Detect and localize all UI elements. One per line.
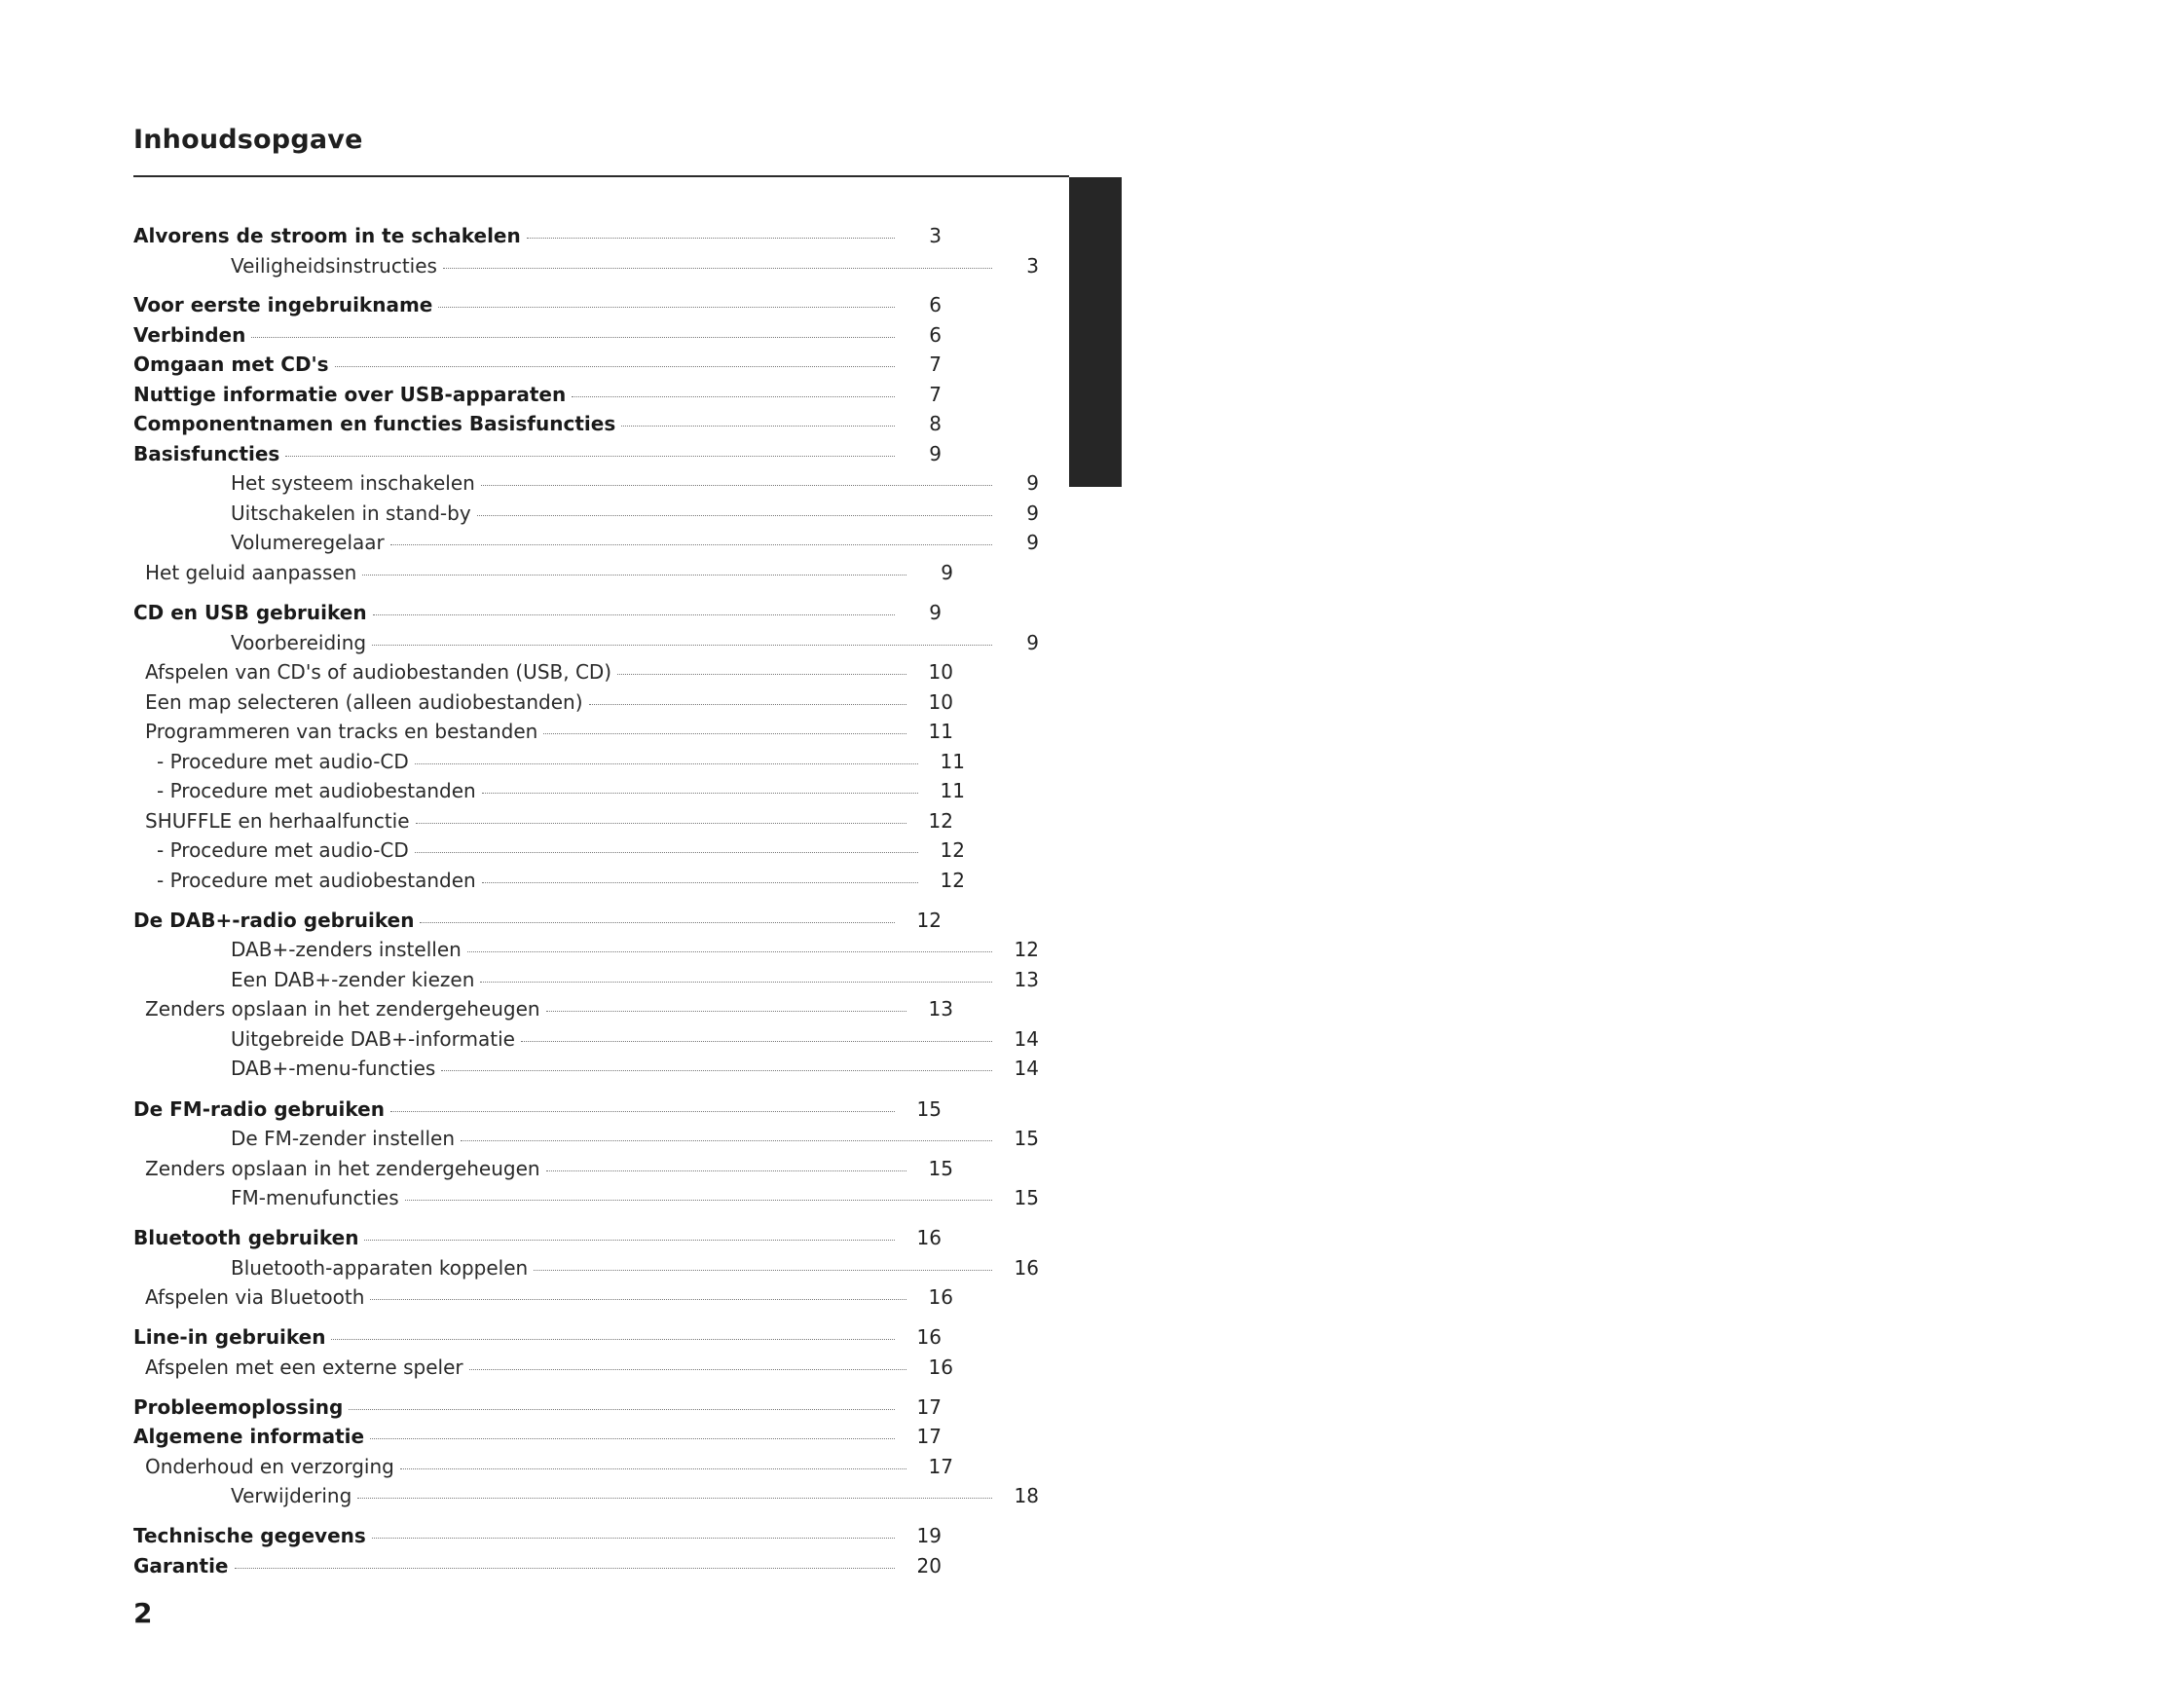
toc-dot-leader: [357, 1498, 992, 1499]
toc-dot-leader: [372, 1538, 895, 1539]
toc-dot-leader: [364, 1240, 895, 1241]
toc-entry: [133, 1395, 942, 1425]
toc-entry-page: 15: [1014, 1127, 1039, 1150]
toc-entry: [133, 412, 942, 441]
toc-entry-page: 9: [1026, 531, 1039, 554]
toc-dot-leader: [480, 982, 992, 983]
toc-entry: [133, 1256, 1039, 1285]
toc-entry-page: 15: [916, 1097, 942, 1121]
toc-entry: [133, 660, 953, 689]
toc-entry: [133, 1285, 953, 1315]
toc-entry-page: 13: [1014, 968, 1039, 991]
toc-entry: [133, 601, 942, 630]
toc-dot-leader: [521, 1041, 992, 1042]
toc-entry-label: Componentnamen en functies Basisfuncties: [133, 412, 616, 435]
toc-entry-label: Uitschakelen in stand-by: [231, 501, 471, 525]
toc-entry-label: Voor eerste ingebruikname: [133, 293, 433, 316]
toc-entry-label: - Procedure met audio-CD: [157, 838, 409, 862]
toc-dot-leader: [482, 882, 918, 883]
toc-entry-label: Het systeem inschakelen: [231, 471, 475, 495]
language-tab-label: NEDERLANDS: [2147, 397, 2182, 619]
toc-entry-label: Nuttige informatie over USB-apparaten: [133, 383, 567, 406]
toc-dot-leader: [441, 1070, 992, 1071]
toc-dot-leader: [370, 1438, 895, 1439]
toc-entry-label: De FM-radio gebruiken: [133, 1097, 385, 1121]
toc-entry: [133, 1157, 953, 1186]
toc-entry-page: 17: [916, 1395, 942, 1419]
toc-entry: [133, 779, 965, 808]
toc-dot-leader: [527, 238, 895, 239]
toc-dot-leader: [400, 1468, 906, 1469]
toc-entry-label: Voorbereiding: [231, 631, 367, 654]
toc-entry-page: 11: [928, 720, 953, 743]
toc-entry-page: 9: [929, 442, 942, 465]
toc-dot-leader: [477, 515, 992, 516]
toc-dot-leader: [416, 823, 906, 824]
toc-entry-label: Basisfuncties: [133, 442, 280, 465]
page-number: 2: [133, 1597, 153, 1629]
toc-dot-leader: [443, 268, 992, 269]
toc-entry: [133, 938, 1039, 967]
page-title: Inhoudsopgave: [133, 125, 363, 155]
toc-entry-page: 15: [928, 1157, 953, 1180]
toc-dot-leader: [467, 951, 992, 952]
toc-entry-page: 10: [928, 660, 953, 684]
toc-entry-page: 11: [940, 779, 965, 802]
toc-entry-label: Veiligheidsinstructies: [231, 254, 437, 278]
toc-entry: [133, 1425, 942, 1454]
toc-entry-page: 16: [916, 1325, 942, 1349]
toc-entry-page: 9: [1026, 631, 1039, 654]
toc-entry-label: Garantie: [133, 1554, 229, 1578]
toc-entry-page: 18: [1014, 1484, 1039, 1507]
toc-dot-leader: [331, 1339, 895, 1340]
toc-entry-label: Programmeren van tracks en bestanden: [145, 720, 538, 743]
toc-entry-page: 12: [1014, 938, 1039, 961]
toc-dot-leader: [390, 1111, 895, 1112]
toc-entry-page: 6: [929, 293, 942, 316]
toc-entry: [133, 997, 953, 1026]
toc-dot-leader: [546, 1170, 906, 1171]
toc-entry-label: Onderhoud en verzorging: [145, 1455, 394, 1478]
title-divider: [133, 175, 1069, 177]
toc-entry-label: De DAB+-radio gebruiken: [133, 909, 415, 932]
toc-entry-page: 20: [916, 1554, 942, 1578]
toc-entry: [133, 1057, 1039, 1086]
toc-entry-page: 13: [928, 997, 953, 1021]
toc-entry-label: Afspelen van CD's of audiobestanden (USB, CD): [145, 660, 612, 684]
toc-entry-label: - Procedure met audio-CD: [157, 750, 409, 773]
toc-entry: [133, 838, 965, 868]
toc-entry: [133, 323, 942, 353]
toc-dot-leader: [362, 575, 906, 576]
toc-dot-leader: [621, 426, 895, 427]
toc-dot-leader: [482, 793, 918, 794]
toc-entry-label: Alvorens de stroom in te schakelen: [133, 224, 521, 247]
toc-entry-label: FM-menufuncties: [231, 1186, 399, 1209]
toc-dot-leader: [373, 614, 895, 615]
toc-dot-leader: [617, 674, 906, 675]
toc-entry: [133, 690, 953, 720]
toc-entry-label: Volumeregelaar: [231, 531, 385, 554]
toc-dot-leader: [335, 366, 895, 367]
toc-entry: [133, 1127, 1039, 1156]
toc-entry-label: Verwijdering: [231, 1484, 352, 1507]
toc-entry-page: 12: [928, 809, 953, 833]
toc-entry-page: 9: [1026, 501, 1039, 525]
toc-entry-label: De FM-zender instellen: [231, 1127, 455, 1150]
toc-dot-leader: [461, 1140, 992, 1141]
toc-dot-leader: [543, 733, 906, 734]
toc-entry-label: Een map selecteren (alleen audiobestanden): [145, 690, 583, 714]
toc-entry: [133, 1027, 1039, 1057]
toc-entry-page: 12: [940, 838, 965, 862]
toc-entry: [133, 909, 942, 938]
toc-entry: [133, 1355, 953, 1385]
toc-entry-page: 16: [1014, 1256, 1039, 1280]
toc-dot-leader: [481, 485, 992, 486]
toc-entry: [133, 720, 953, 749]
toc-entry-page: 9: [941, 561, 953, 584]
toc-entry-label: CD en USB gebruiken: [133, 601, 367, 624]
toc-entry-page: 15: [1014, 1186, 1039, 1209]
toc-entry-label: Zenders opslaan in het zendergeheugen: [145, 1157, 540, 1180]
toc-entry-label: Bluetooth-apparaten koppelen: [231, 1256, 529, 1280]
toc-entry: [133, 1455, 953, 1484]
toc-entry-label: Verbinden: [133, 323, 246, 347]
toc-entry-page: 14: [1014, 1057, 1039, 1080]
toc-entry-page: 16: [916, 1226, 942, 1249]
toc-entry-label: Algemene informatie: [133, 1425, 365, 1448]
toc-entry-page: 12: [916, 909, 942, 932]
toc-entry-label: Afspelen via Bluetooth: [145, 1285, 365, 1309]
toc-entry-page: 14: [1014, 1027, 1039, 1051]
toc-entry-page: 10: [928, 690, 953, 714]
language-tab: [1069, 177, 2182, 619]
toc-entry-page: 7: [929, 383, 942, 406]
toc-entry-label: Line-in gebruiken: [133, 1325, 326, 1349]
toc-entry: [133, 442, 942, 471]
toc-dot-leader: [405, 1200, 992, 1201]
toc-dot-leader: [546, 1011, 906, 1012]
toc-entry: [133, 254, 1039, 283]
toc-entry-label: Technische gegevens: [133, 1524, 366, 1547]
toc-dot-leader: [415, 852, 918, 853]
toc-entry-label: DAB+-zenders instellen: [231, 938, 462, 961]
toc-entry: [133, 531, 1039, 560]
toc-dot-leader: [534, 1270, 992, 1271]
toc-dot-leader: [415, 763, 918, 764]
toc-dot-leader: [235, 1568, 896, 1569]
toc-dot-leader: [420, 922, 895, 923]
toc-entry-label: - Procedure met audiobestanden: [157, 779, 476, 802]
toc-entry-label: Probleemoplossing: [133, 1395, 344, 1419]
toc-entry: [133, 501, 1039, 531]
toc-entry-label: Het geluid aanpassen: [145, 561, 357, 584]
toc-entry-page: 9: [1026, 471, 1039, 495]
toc-entry-label: Bluetooth gebruiken: [133, 1226, 359, 1249]
toc-entry-label: DAB+-menu-functies: [231, 1057, 436, 1080]
toc-dot-leader: [251, 337, 895, 338]
toc-entry-page: 11: [940, 750, 965, 773]
toc-entry: [133, 750, 965, 779]
toc-dot-leader: [438, 307, 895, 308]
toc-entry: [133, 1524, 942, 1553]
toc-entry-page: 8: [929, 412, 942, 435]
toc-entry-label: Afspelen met een externe speler: [145, 1355, 463, 1379]
toc-dot-leader: [572, 396, 895, 397]
toc-entry-label: SHUFFLE en herhaalfunctie: [145, 809, 410, 833]
toc-entry: [133, 383, 942, 412]
toc-entry: [133, 631, 1039, 660]
toc-entry: [133, 293, 942, 322]
toc-entry: [133, 1097, 942, 1127]
toc-entry: [133, 224, 942, 253]
toc-entry-label: Een DAB+-zender kiezen: [231, 968, 475, 991]
toc-entry-page: 9: [929, 601, 942, 624]
toc-entry-page: 3: [929, 224, 942, 247]
toc-entry-label: Omgaan met CD's: [133, 353, 329, 376]
toc-entry-label: Zenders opslaan in het zendergeheugen: [145, 997, 540, 1021]
toc-entry-page: 17: [928, 1455, 953, 1478]
toc-entry: [133, 1325, 942, 1355]
toc-entry: [133, 1186, 1039, 1215]
toc-entry-page: 17: [916, 1425, 942, 1448]
toc-entry-page: 19: [916, 1524, 942, 1547]
toc-entry-page: 7: [929, 353, 942, 376]
toc-dot-leader: [349, 1409, 895, 1410]
toc-dot-leader: [370, 1299, 906, 1300]
toc-entry-page: 12: [940, 869, 965, 892]
toc-entry-page: 16: [928, 1355, 953, 1379]
toc-dot-leader: [469, 1369, 906, 1370]
toc-dot-leader: [589, 704, 906, 705]
toc-entry: [133, 353, 942, 382]
toc-entry-label: - Procedure met audiobestanden: [157, 869, 476, 892]
toc-dot-leader: [285, 456, 895, 457]
toc-entry: [133, 1554, 942, 1583]
toc-entry-label: Uitgebreide DAB+-informatie: [231, 1027, 515, 1051]
toc-entry: [133, 869, 965, 898]
toc-entry-page: 6: [929, 323, 942, 347]
toc-entry: [133, 809, 953, 838]
toc-entry-page: 16: [928, 1285, 953, 1309]
toc-entry: [133, 561, 953, 590]
toc-entry: [133, 1484, 1039, 1513]
toc-entry-page: 3: [1026, 254, 1039, 278]
toc-entry: [133, 471, 1039, 501]
toc-entry: [133, 968, 1039, 997]
toc-dot-leader: [390, 544, 992, 545]
toc-entry: [133, 1226, 942, 1255]
toc-dot-leader: [372, 645, 992, 646]
